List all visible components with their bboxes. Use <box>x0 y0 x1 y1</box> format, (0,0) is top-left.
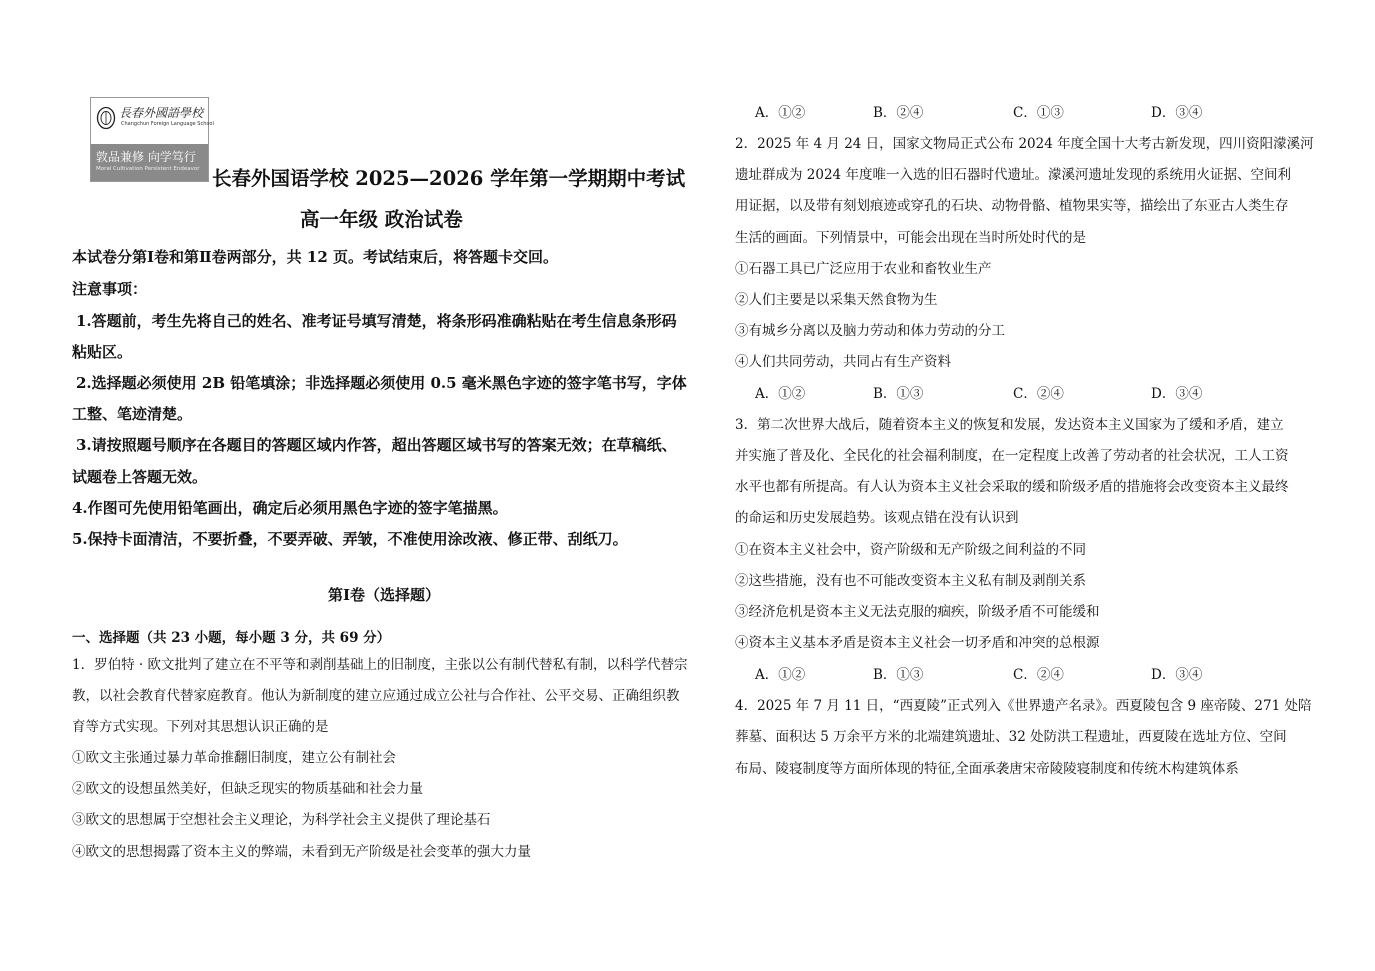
instruction-3-line1: 3.请按照题号顺序在各题目的答题区域内作答，超出答题区域书写的答案无效；在草稿纸、 <box>76 436 677 454</box>
q2-option-c: C．②④ <box>1013 386 1064 402</box>
q1-option-a: A．①② <box>755 105 806 121</box>
exam-subtitle: 高一年级 政治试卷 <box>300 208 463 231</box>
school-emblem-icon <box>96 106 116 130</box>
q3-statement-4: ④资本主义基本矛盾是资本主义社会一切矛盾和冲突的总根源 <box>735 635 1100 651</box>
q1-statement-1: ①欧文主张通过暴力革命推翻旧制度，建立公有制社会 <box>72 750 396 766</box>
q2-stem-line4: 生活的画面。下列情景中，可能会出现在当时所处时代的是 <box>735 230 1086 246</box>
logo-motto: 敦品兼修 向学笃行 <box>96 150 196 164</box>
q2-statement-3: ③有城乡分离以及脑力劳动和体力劳动的分工 <box>735 323 1005 339</box>
instruction-1-line2: 粘贴区。 <box>72 343 133 361</box>
q3-stem-line3: 水平也都有所提高。有人认为资本主义社会采取的缓和阶级矛盾的措施将会改变资本主义最终 <box>735 479 1289 495</box>
q3-option-b: B．①③ <box>873 667 924 683</box>
section-heading: 一、选择题（共 23 小题，每小题 3 分，共 69 分） <box>72 630 391 646</box>
q3-option-a: A．①② <box>755 667 806 683</box>
school-logo <box>90 97 214 182</box>
q3-option-d: D．③④ <box>1151 667 1203 683</box>
q3-stem-line4: 的命运和历史发展趋势。该观点错在没有认识到 <box>735 510 1019 526</box>
instruction-3-line2: 试题卷上答题无效。 <box>72 468 208 486</box>
q1-option-c: C．①③ <box>1013 105 1064 121</box>
q3-stem-line2: 并实施了普及化、全民化的社会福利制度，在一定程度上改善了劳动者的社会状况，工人工资 <box>735 448 1289 464</box>
q2-statement-2: ②人们主要是以采集天然食物为生 <box>735 292 938 308</box>
section-title: 第Ⅰ卷（选择题） <box>328 586 441 604</box>
q2-statement-1: ①石器工具已广泛应用于农业和畜牧业生产 <box>735 261 992 277</box>
q3-option-c: C．②④ <box>1013 667 1064 683</box>
q3-stem-line1: 3．第二次世界大战后，随着资本主义的恢复和发展，发达资本主义国家为了缓和矛盾，建立 <box>735 417 1284 433</box>
q4-stem-line1: 4．2025 年 7 月 11 日，“西夏陵”正式列入《世界遗产名录》。西夏陵包含 9 座帝陵、271 处陪 <box>735 698 1312 714</box>
q1-stem-line3: 育等方式实现。下列对其思想认识正确的是 <box>72 719 329 735</box>
instructions-heading: 注意事项： <box>72 280 148 298</box>
q4-stem-line3: 布局、陵寝制度等方面所体现的特征,全面承袭唐宋帝陵陵寝制度和传统木构建筑体系 <box>735 761 1239 777</box>
q1-stem-line2: 教，以社会教育代替家庭教育。他认为新制度的建立应通过成立公社与合作社、公平交易、正确组织教 <box>72 688 680 704</box>
exam-title: 长春外国语学校 2025—2026 学年第一学期期中考试 <box>212 167 686 190</box>
q1-statement-2: ②欧文的设想虽然美好，但缺乏现实的物质基础和社会力量 <box>72 781 423 797</box>
q1-option-d: D．③④ <box>1151 105 1203 121</box>
instruction-4: 4.作图可先使用铅笔画出，确定后必须用黑色字迹的签字笔描黑。 <box>72 499 508 517</box>
instruction-2-line1: 2.选择题必须使用 2B 铅笔填涂；非选择题必须使用 0.5 毫米黑色字迹的签字笔书写，字体 <box>76 374 687 392</box>
q4-stem-line2: 葬墓、面积达 5 万余平方米的北端建筑遗址、32 处防洪工程遗址，西夏陵在选址方位、空间 <box>735 729 1287 745</box>
q2-stem-line1: 2．2025 年 4 月 24 日，国家文物局正式公布 2024 年度全国十大考古新发现，四川资阳濛溪河 <box>735 136 1314 152</box>
logo-school-name: 長春外國語學校 <box>119 106 204 120</box>
instruction-5: 5.保持卡面清洁，不要折叠，不要弄破、弄皱，不准使用涂改液、修正带、刮纸刀。 <box>72 530 628 548</box>
q3-statement-1: ①在资本主义社会中，资产阶级和无产阶级之间利益的不同 <box>735 542 1086 558</box>
logo-school-name-en: Changchun Foreign Language School <box>121 121 214 127</box>
q1-stem-line1: 1．罗伯特 · 欧文批判了建立在不平等和剥削基础上的旧制度，主张以公有制代替私有制，以科学代替宗 <box>72 657 688 673</box>
instruction-1-line1: 1.答题前，考生先将自己的姓名、准考证号填写清楚，将条形码准确粘贴在考生信息条形码 <box>76 312 677 330</box>
q1-statement-4: ④欧文的思想揭露了资本主义的弊端，未看到无产阶级是社会变革的强大力量 <box>72 844 531 860</box>
q1-option-b: B．②④ <box>873 105 924 121</box>
q2-option-b: B．①③ <box>873 386 924 402</box>
q2-option-a: A．①② <box>755 386 806 402</box>
q3-statement-2: ②这些措施，没有也不可能改变资本主义私有制及剥削关系 <box>735 573 1086 589</box>
q2-option-d: D．③④ <box>1151 386 1203 402</box>
logo-motto-en: Moral Cultivation Persistent Endeavor <box>96 166 200 172</box>
q2-stem-line3: 用证据，以及带有刻划痕迹或穿孔的石块、动物骨骼、植物果实等，描绘出了东亚古人类生存 <box>735 198 1289 214</box>
q3-statement-3: ③经济危机是资本主义无法克服的痼疾，阶级矛盾不可能缓和 <box>735 604 1100 620</box>
q2-statement-4: ④人们共同劳动，共同占有生产资料 <box>735 354 951 370</box>
instructions-intro: 本试卷分第Ⅰ卷和第Ⅱ卷两部分，共 12 页。考试结束后，将答题卡交回。 <box>72 248 558 266</box>
logo-top-panel <box>91 98 214 144</box>
logo-motto-panel <box>91 144 208 181</box>
q1-statement-3: ③欧文的思想属于空想社会主义理论，为科学社会主义提供了理论基石 <box>72 812 491 828</box>
instruction-2-line2: 工整、笔迹清楚。 <box>72 405 193 423</box>
q2-stem-line2: 遗址群成为 2024 年度唯一入选的旧石器时代遗址。濛溪河遗址发现的系统用火证据、空间利 <box>735 167 1291 183</box>
